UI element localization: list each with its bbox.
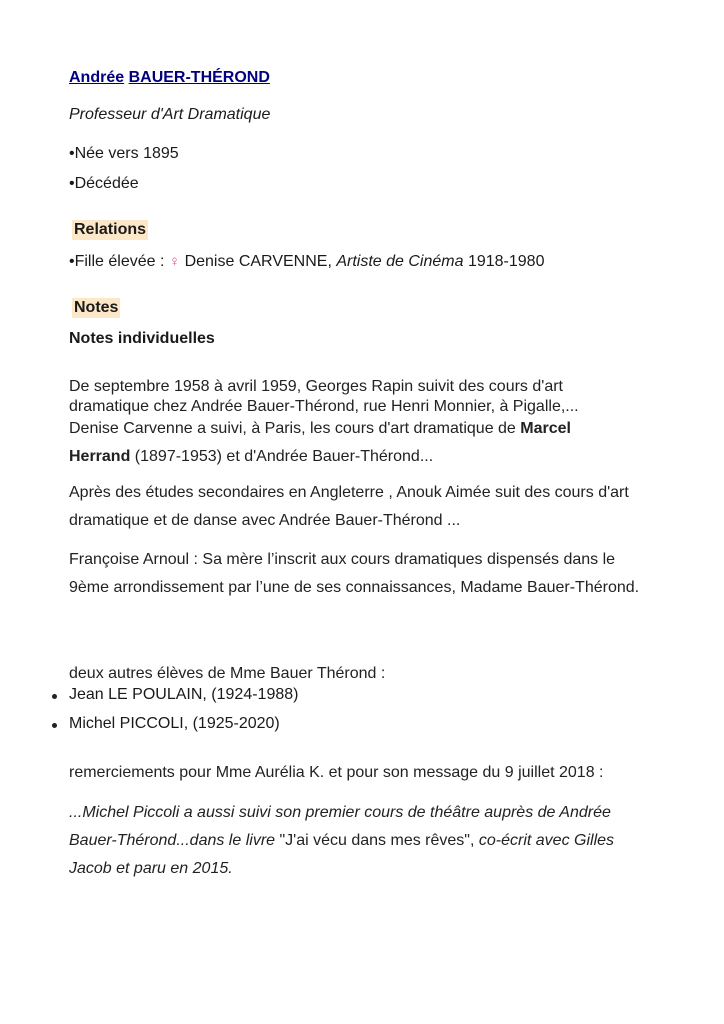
list-item — [46, 686, 298, 715]
relation-years: 1918-1980 — [463, 253, 545, 270]
death-fact: •Décédée — [69, 175, 139, 192]
note-p1-line-d — [69, 441, 659, 473]
note-p6-italic-1: ...Michel Piccoli a aussi suivi son premier cours de théâtre auprès de Andrée Bauer-Thérond...dans le livre — [69, 804, 611, 849]
note-p1-bold-2: Herrand — [69, 448, 131, 465]
relation-row — [69, 253, 544, 271]
person-title — [69, 69, 270, 87]
note-p1-line-a: De septembre 1958 à avril 1959, Georges Rapin suivit des cours d'art — [69, 378, 563, 395]
note-p6-book-title: "J'ai vécu dans mes rêves", — [279, 832, 475, 849]
note-p1-line-c — [69, 417, 659, 441]
notes-heading: Notes — [74, 299, 119, 316]
profession: Professeur d'Art Dramatique — [69, 106, 271, 123]
relation-prefix: •Fille élevée : — [69, 253, 169, 270]
relation-name[interactable]: Denise CARVENNE, — [180, 253, 332, 270]
list-item — [46, 715, 298, 744]
students-list — [46, 686, 298, 744]
note-p1-text-d: (1897-1953) et d'Andrée Bauer-Thérond... — [130, 448, 434, 465]
note-paragraph-2: Après des études secondaires en Angleterre , Anouk Aimée suit des cours d'art dramatique et de danse avec Andrée Bauer-Thérond ... — [69, 484, 629, 529]
note-p1-line-b: dramatique chez Andrée Bauer-Thérond, rue Henri Monnier, à Pigalle,... — [69, 398, 579, 415]
note-paragraph-5: remerciements pour Mme Aurélia K. et pour son message du 9 juillet 2018 : — [69, 764, 604, 781]
relation-role: Artiste de Cinéma — [336, 253, 464, 270]
relations-heading: Relations — [74, 221, 147, 238]
last-name-link[interactable]: BAUER-THÉROND — [128, 69, 270, 86]
birth-fact: •Née vers 1895 — [69, 145, 179, 162]
note-p1-bold-1: Marcel — [520, 420, 571, 437]
note-p1-text-c: Denise Carvenne a suivi, à Paris, les cours d'art dramatique de — [69, 420, 521, 437]
note-paragraph-4: deux autres élèves de Mme Bauer Thérond : — [69, 665, 386, 682]
note-paragraph-3: Françoise Arnoul : Sa mère l’inscrit aux cours dramatiques dispensés dans le 9ème arrondissement par l’une de ses connaissances, Madame Bauer-Thérond. — [69, 551, 640, 596]
notes-subheading: Notes individuelles — [69, 330, 215, 347]
student-name: Jean LE POULAIN, (1924-1988) — [69, 686, 299, 703]
student-name: Michel PICCOLI, (1925-2020) — [69, 715, 280, 732]
female-icon: ♀ — [168, 253, 181, 270]
bullet-icon — [52, 723, 57, 728]
note-paragraph-6 — [69, 799, 659, 883]
bullet-icon — [52, 694, 57, 699]
first-name-link[interactable]: Andrée — [69, 69, 125, 86]
note-p6-italic-2: co-écrit avec Gilles Jacob et paru en 2015. — [69, 832, 615, 877]
note-paragraph-1 — [69, 377, 659, 473]
